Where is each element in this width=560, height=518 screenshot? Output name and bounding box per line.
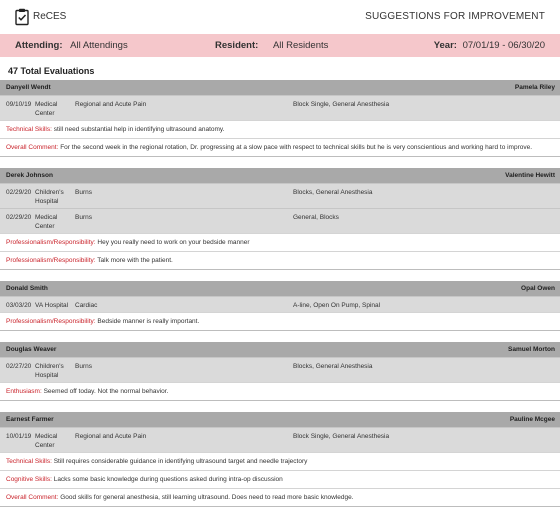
comment-row bbox=[0, 452, 560, 470]
comment-row bbox=[0, 120, 560, 138]
comment-type: Professionalism/Responsibility: bbox=[6, 318, 96, 325]
comment-row bbox=[0, 488, 560, 506]
rotation-row bbox=[0, 95, 560, 120]
rotation-site: Medical Center bbox=[35, 433, 58, 449]
year-label: Year: bbox=[433, 40, 457, 51]
comment-text: Bedside manner is really important. bbox=[97, 318, 200, 325]
resident-name[interactable]: Danyell Wendt bbox=[6, 84, 51, 91]
comment-text: For the second week in the regional rotation, Dr. progressing at a slow pace with respect to technical skills but he is very conscientious and working hard to improve. bbox=[60, 144, 533, 151]
attending-label: Attending: bbox=[15, 40, 63, 51]
filter-bar bbox=[0, 34, 560, 57]
rotation-procedures: Blocks, General Anesthesia bbox=[293, 189, 373, 196]
rotation-procedures: Block Single, General Anesthesia bbox=[293, 433, 390, 440]
evaluation-header bbox=[0, 281, 560, 296]
comment-text: Hey you really need to work on your bedside manner bbox=[97, 239, 250, 246]
year-filter[interactable] bbox=[434, 40, 545, 51]
suggestions-link[interactable]: SUGGESTIONS FOR IMPROVEMENT bbox=[365, 11, 545, 22]
comment-text: Good skills for general anesthesia, still learning ultrasound. Does need to read more basic knowledge. bbox=[60, 494, 354, 501]
rotation-procedures: General, Blocks bbox=[293, 214, 339, 221]
resident-name[interactable]: Derek Johnson bbox=[6, 172, 53, 179]
comment-type: Technical Skills: bbox=[6, 458, 52, 465]
resident-value[interactable]: All Residents bbox=[272, 40, 329, 51]
attending-filter[interactable] bbox=[15, 40, 128, 51]
evaluation-card bbox=[0, 168, 560, 270]
attending-name[interactable]: Samuel Morton bbox=[508, 346, 555, 353]
comment-row bbox=[0, 251, 560, 269]
comment-type: Technical Skills: bbox=[6, 126, 52, 133]
resident-filter[interactable] bbox=[215, 40, 328, 51]
clipboard-check-icon bbox=[15, 8, 29, 25]
rotation-service: Cardiac bbox=[75, 302, 98, 309]
rotation-date: 10/01/19 bbox=[6, 433, 32, 440]
rotation-site: Medical Center bbox=[35, 101, 58, 117]
evaluation-list bbox=[0, 80, 560, 518]
total-evaluations: 47 Total Evaluations bbox=[8, 66, 95, 76]
rotation-date: 09/10/19 bbox=[6, 101, 32, 108]
comment-text: Seemed off today. Not the normal behavior. bbox=[43, 388, 169, 395]
rotation-procedures: Block Single, General Anesthesia bbox=[293, 101, 390, 108]
rotation-service: Burns bbox=[75, 363, 92, 370]
resident-name[interactable]: Douglas Weaver bbox=[6, 346, 57, 353]
comment-row bbox=[0, 470, 560, 488]
year-value[interactable]: 07/01/19 - 06/30/20 bbox=[462, 40, 545, 51]
attending-name[interactable]: Opal Owen bbox=[521, 285, 555, 292]
rotation-row bbox=[0, 427, 560, 452]
comment-type: Overall Comment: bbox=[6, 144, 59, 151]
attending-value[interactable]: All Attendings bbox=[70, 40, 128, 51]
attending-name[interactable]: Pauline Mcgee bbox=[509, 416, 555, 423]
evaluation-card bbox=[0, 412, 560, 507]
rotation-site: Children's Hospital bbox=[35, 363, 64, 379]
comment-type: Overall Comment: bbox=[6, 494, 59, 501]
rotation-row bbox=[0, 296, 560, 312]
resident-name[interactable]: Donald Smith bbox=[6, 285, 48, 292]
rotation-site: Children's Hospital bbox=[35, 189, 64, 205]
rotation-site: Medical Center bbox=[35, 214, 58, 230]
comment-text: Talk more with the patient. bbox=[97, 257, 173, 264]
comment-row bbox=[0, 233, 560, 251]
rotation-date: 02/29/20 bbox=[6, 189, 32, 196]
comment-row bbox=[0, 138, 560, 156]
rotation-date: 02/27/20 bbox=[6, 363, 32, 370]
comment-text: Lacks some basic knowledge during questions asked during intra-op discussion bbox=[53, 476, 283, 483]
evaluation-header bbox=[0, 80, 560, 95]
rotation-procedures: A-line, Open On Pump, Spinal bbox=[293, 302, 381, 309]
rotation-date: 02/29/20 bbox=[6, 214, 32, 221]
comment-text: still need substantial help in identifying ultrasound anatomy. bbox=[53, 126, 225, 133]
resident-name[interactable]: Earnest Farmer bbox=[6, 416, 54, 423]
comment-text: Still requires considerable guidance in identifying ultrasound target and needle trajectory bbox=[53, 458, 308, 465]
rotation-service: Burns bbox=[75, 214, 92, 221]
rotation-service: Regional and Acute Pain bbox=[75, 101, 147, 108]
comment-type: Enthusiasm: bbox=[6, 388, 42, 395]
evaluation-card bbox=[0, 281, 560, 331]
resident-label: Resident: bbox=[215, 40, 259, 51]
comment-row bbox=[0, 312, 560, 330]
comment-type: Professionalism/Responsibility: bbox=[6, 239, 96, 246]
evaluation-header bbox=[0, 412, 560, 427]
rotation-date: 03/03/20 bbox=[6, 302, 32, 309]
top-bar bbox=[0, 0, 560, 34]
attending-name[interactable]: Valentine Hewitt bbox=[505, 172, 555, 179]
rotation-site: VA Hospital bbox=[35, 302, 69, 309]
comment-type: Professionalism/Responsibility: bbox=[6, 257, 96, 264]
evaluation-card bbox=[0, 80, 560, 157]
comment-row bbox=[0, 382, 560, 400]
evaluation-header bbox=[0, 168, 560, 183]
rotation-row bbox=[0, 208, 560, 233]
attending-name[interactable]: Pamela Riley bbox=[514, 84, 555, 91]
rotation-service: Burns bbox=[75, 189, 92, 196]
rotation-procedures: Blocks, General Anesthesia bbox=[293, 363, 373, 370]
rotation-row bbox=[0, 357, 560, 382]
rotation-service: Regional and Acute Pain bbox=[75, 433, 147, 440]
app-name[interactable]: ReCES bbox=[33, 11, 67, 22]
rotation-row bbox=[0, 183, 560, 208]
comment-type: Cognitive Skills: bbox=[6, 476, 52, 483]
evaluation-card bbox=[0, 342, 560, 401]
evaluation-header bbox=[0, 342, 560, 357]
